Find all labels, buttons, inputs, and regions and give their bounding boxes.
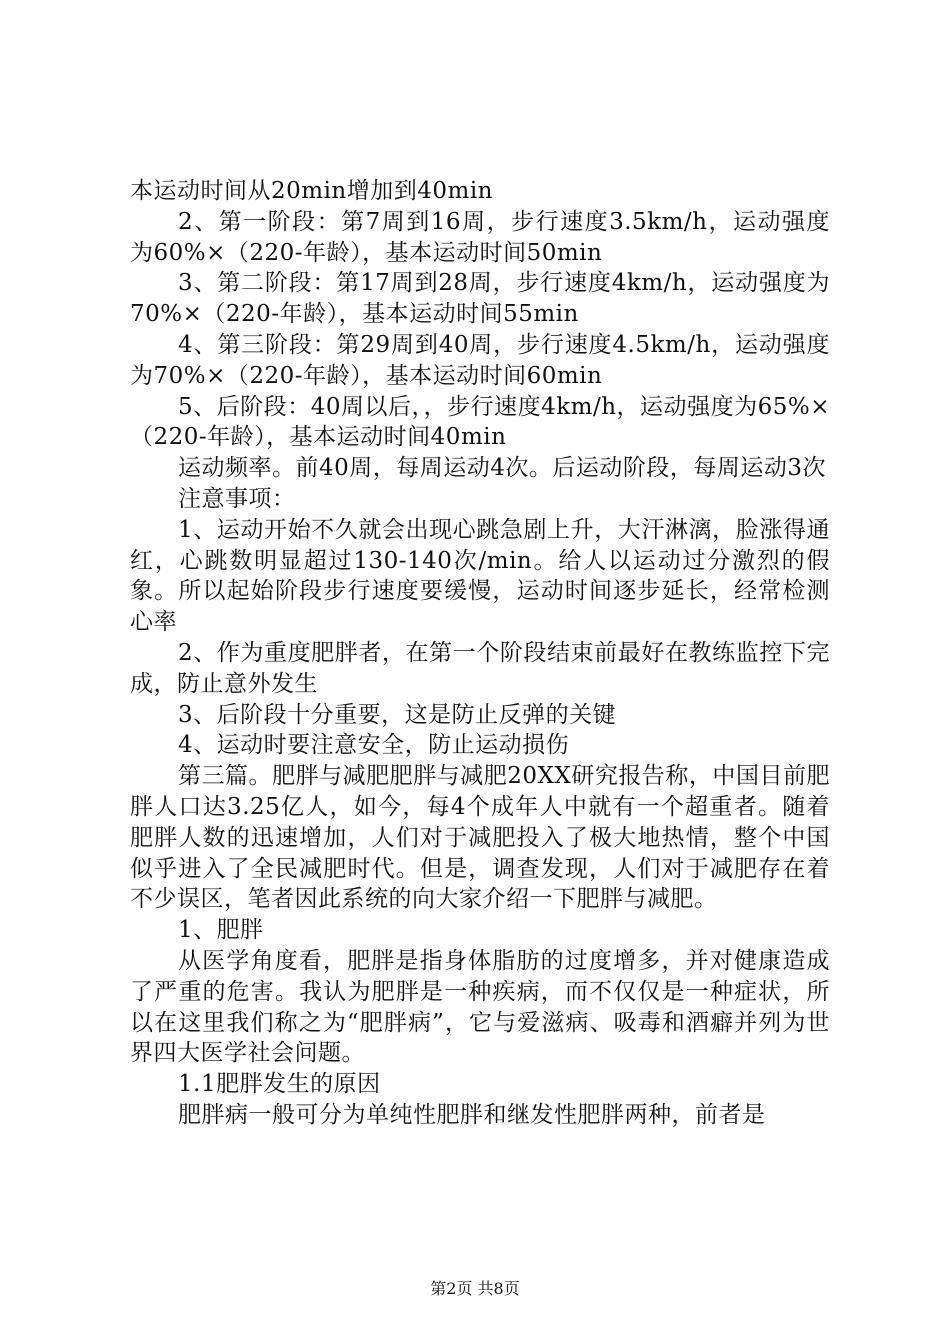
- paragraph: 注意事项：: [178, 485, 296, 512]
- paragraph: 1、肥胖: [178, 917, 264, 944]
- paragraph: 1、运动开始不久就会出现心跳急剧上升，大汗淋漓，脸涨得通红，心跳数明显超过130-140次/min。给人以运动过分激烈的假象。所以起始阶段步行速度要缓慢，运动时间逐步延长，经常检测心率: [130, 516, 830, 636]
- body-text: [130, 176, 830, 1131]
- page-footer: 第2页 共8页: [430, 1279, 520, 1298]
- paragraph: 5、后阶段：40周以后，，步行速度4km/h，运动强度为65%×（220-年龄），基本运动时间40min: [130, 393, 830, 451]
- paragraph: 2、作为重度肥胖者，在第一个阶段结束前最好在教练监控下完成，防止意外发生: [130, 639, 830, 697]
- paragraph: 本运动时间从20min增加到40min: [130, 178, 493, 204]
- paragraph: 1.1肥胖发生的原因: [178, 1071, 381, 1098]
- paragraph: 4、第三阶段：第29周到40周，步行速度4.5km/h，运动强度为70%×（220-年龄），基本运动时间60min: [130, 331, 830, 389]
- paragraph: 从医学角度看，肥胖是指身体脂肪的过度增多，并对健康造成了严重的危害。我认为肥胖是一种疾病，而不仅仅是一种症状，所以在这里我们称之为“肥胖病”，它与爱滋病、吸毒和酒癖并列为世界四大医学社会问题。: [130, 947, 830, 1067]
- paragraph: 3、后阶段十分重要，这是防止反弹的关键: [178, 701, 617, 728]
- paragraph: 第三篇。肥胖与减肥肥胖与减肥20XX研究报告称，中国目前肥胖人口达3.25亿人，如今，每4个成年人中就有一个超重者。随着肥胖人数的迅速增加，人们对于减肥投入了极大地热情，整个中国似乎进入了全民减肥时代。但是，调查发现，人们对于减肥存在着不少误区，笔者因此系统的向大家介绍一下肥胖与减肥。: [130, 763, 830, 913]
- paragraph: 肥胖病一般可分为单纯性肥胖和继发性肥胖两种，前者是: [178, 1101, 766, 1128]
- paragraph: 运动频率。前40周，每周运动4次。后运动阶段，每周运动3次: [178, 455, 827, 482]
- paragraph: 4、运动时要注意安全，防止运动损伤: [178, 732, 570, 759]
- paragraph: 3、第二阶段：第17周到28周，步行速度4km/h，运动强度为70%×（220-年龄），基本运动时间55min: [130, 270, 830, 328]
- paragraph: 2、第一阶段：第7周到16周，步行速度3.5km/h，运动强度为60%×（220-年龄），基本运动时间50min: [130, 208, 830, 266]
